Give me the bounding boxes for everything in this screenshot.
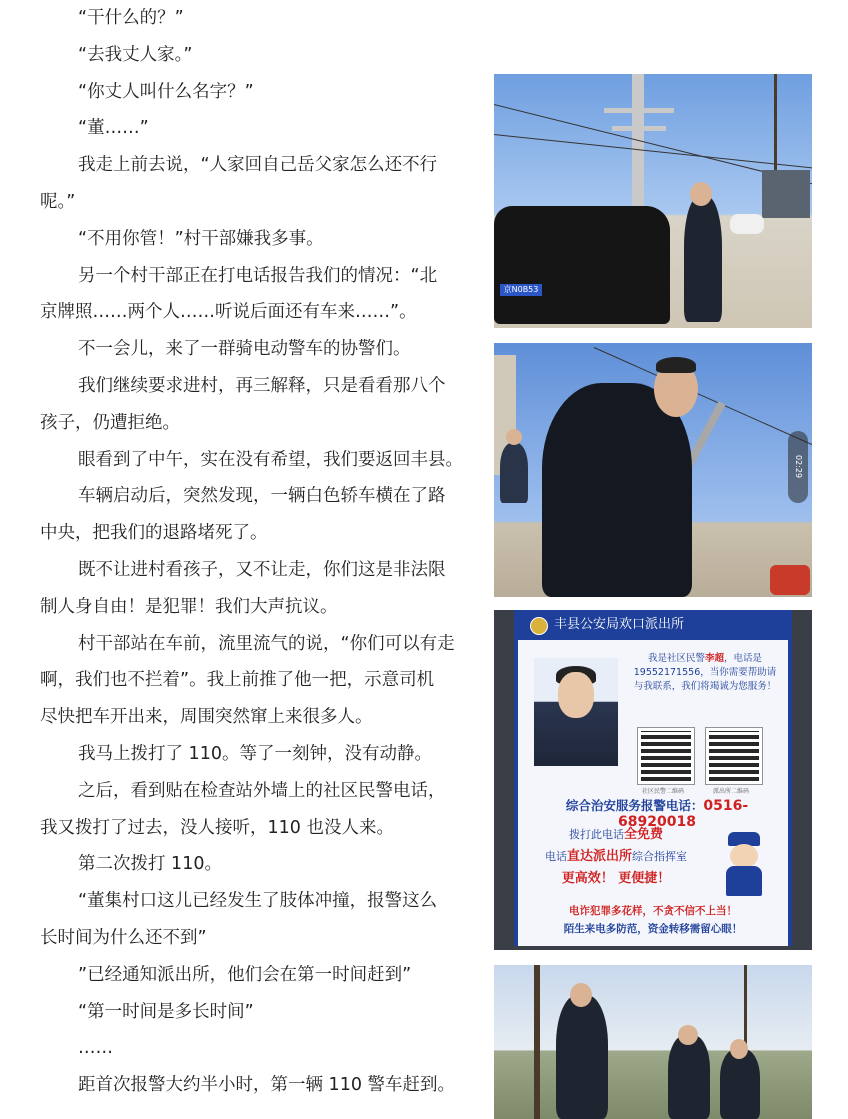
paragraph bbox=[0, 994, 490, 1031]
paragraph-line: 京牌照……两个人……听说后面还有车来……”。 bbox=[40, 302, 417, 323]
paragraph-line: 中央，把我们的退路堵死了。 bbox=[40, 523, 268, 544]
paragraph-line: …… bbox=[78, 1038, 113, 1059]
officer-portrait bbox=[534, 658, 618, 766]
paragraph-line: 村干部站在车前，流里流气的说，“你们可以有走 bbox=[78, 633, 455, 654]
paragraph-line: 之后，看到贴在检查站外墙上的社区民警电话， bbox=[78, 780, 446, 801]
video-timestamp: 02:29 bbox=[788, 431, 808, 503]
paragraph-line: 长时间为什么还不到” bbox=[40, 927, 207, 948]
photo-police-officers bbox=[494, 965, 812, 1119]
paragraph-line: 制人身自由！是犯罪！我们大声抗议。 bbox=[40, 596, 338, 617]
paragraph-line: ”已经通知派出所，他们会在第一时间赶到” bbox=[78, 964, 412, 985]
paragraph bbox=[0, 736, 490, 773]
paragraph-line: 孩子，仍遭拒绝。 bbox=[40, 412, 180, 433]
paragraph-line: 车辆启动后，突然发现，一辆白色轿车横在了路 bbox=[78, 486, 446, 507]
photo-police-poster bbox=[494, 610, 812, 950]
paragraph bbox=[0, 1030, 490, 1067]
paragraph-line: “干什么的？” bbox=[78, 8, 184, 28]
police-poster bbox=[514, 610, 792, 946]
paragraph bbox=[0, 74, 490, 111]
paragraph-line: 啊，我们也不拦着”。我上前推了他一把，示意司机 bbox=[40, 670, 435, 691]
paragraph-line: 我又拨打了过去，没人接听，110 也没人来。 bbox=[40, 817, 394, 838]
paragraph bbox=[0, 1067, 490, 1104]
paragraph-line: 尽快把车开出来，周围突然窜上来很多人。 bbox=[40, 707, 373, 728]
paragraph-line: 距首次报警大约半小时，第一辆 110 警车赶到。 bbox=[78, 1075, 456, 1096]
paragraph-line: 眼看到了中午，实在没有希望，我们要返回丰县。 bbox=[78, 449, 463, 470]
paragraph-line: “董集村口这儿已经发生了肢体冲撞，报警这么 bbox=[78, 891, 438, 912]
paragraph bbox=[0, 221, 490, 258]
paragraph-line: 不一会儿，来了一群骑电动警车的协警们。 bbox=[78, 339, 411, 360]
hotline: 综合治安服务报警电话：0516-68920018 bbox=[565, 798, 749, 830]
paragraph bbox=[0, 478, 490, 552]
paragraph-line: 既不让进村看孩子，又不让走，你们这是非法限 bbox=[78, 560, 446, 580]
paragraph-line: 第二次拨打 110。 bbox=[78, 854, 222, 875]
paragraph bbox=[0, 331, 490, 368]
qr-caption-officer: 社区民警二维码 bbox=[641, 788, 684, 795]
paragraph-line: “第一时间是多长时间” bbox=[78, 1001, 254, 1022]
paragraph bbox=[0, 110, 490, 147]
paragraph bbox=[0, 0, 490, 37]
paragraph-line: 我走上前去说，“人家回自己岳父家怎么还不行 bbox=[78, 155, 438, 176]
paragraph bbox=[0, 846, 490, 883]
paragraph bbox=[0, 883, 490, 957]
paragraph bbox=[0, 773, 490, 847]
paragraph-line: “去我丈人家。” bbox=[78, 44, 193, 65]
paragraph-line: 另一个村干部正在打电话报告我们的情况：“北 bbox=[78, 265, 438, 286]
paragraph bbox=[0, 37, 490, 74]
paragraph-line: 我们继续要求进村，再三解释，只是看看那八个 bbox=[78, 376, 446, 396]
paragraph bbox=[0, 552, 490, 626]
paragraph-line: “不用你管！”村干部嫌我多事。 bbox=[78, 228, 324, 249]
paragraph bbox=[0, 626, 490, 736]
cartoon-police-icon bbox=[718, 832, 770, 898]
paragraph-line: 呢。” bbox=[40, 191, 76, 212]
license-plate: 京N0B53 bbox=[500, 284, 542, 296]
paragraph bbox=[0, 957, 490, 994]
paragraph-line: “董……” bbox=[78, 118, 149, 139]
photo-man-in-coat bbox=[494, 343, 812, 597]
poster-intro: 我是社区民警李超，电话是19552171556，当你需要帮助请与我联系，我们将竭诚为您服务！ bbox=[633, 653, 777, 692]
qr-code-officer bbox=[638, 728, 694, 784]
poster-header: 丰县公安局欢口派出所 bbox=[518, 610, 788, 640]
poster-slogan: 电诈犯罪多花样，不贪不信不上当！ 陌生来电多防范，资金转移需留心眼！ bbox=[563, 905, 743, 935]
paragraph bbox=[0, 442, 490, 479]
poster-info-lines: 拨打此电话全免费 电话直达派出所综合指挥室 更高效！ 更便捷！ bbox=[544, 827, 687, 886]
qr-code-station bbox=[706, 728, 762, 784]
paragraph bbox=[0, 368, 490, 442]
paragraph bbox=[0, 147, 490, 221]
paragraph-line: “你丈人叫什么名字？” bbox=[78, 81, 254, 102]
paragraph bbox=[0, 258, 490, 332]
photo-street-car bbox=[494, 74, 812, 328]
paragraph-line: 我马上拨打了 110。等了一刻钟，没有动静。 bbox=[78, 744, 432, 764]
qr-caption-station: 派出所二维码 bbox=[712, 788, 749, 795]
police-badge-icon bbox=[530, 617, 548, 635]
